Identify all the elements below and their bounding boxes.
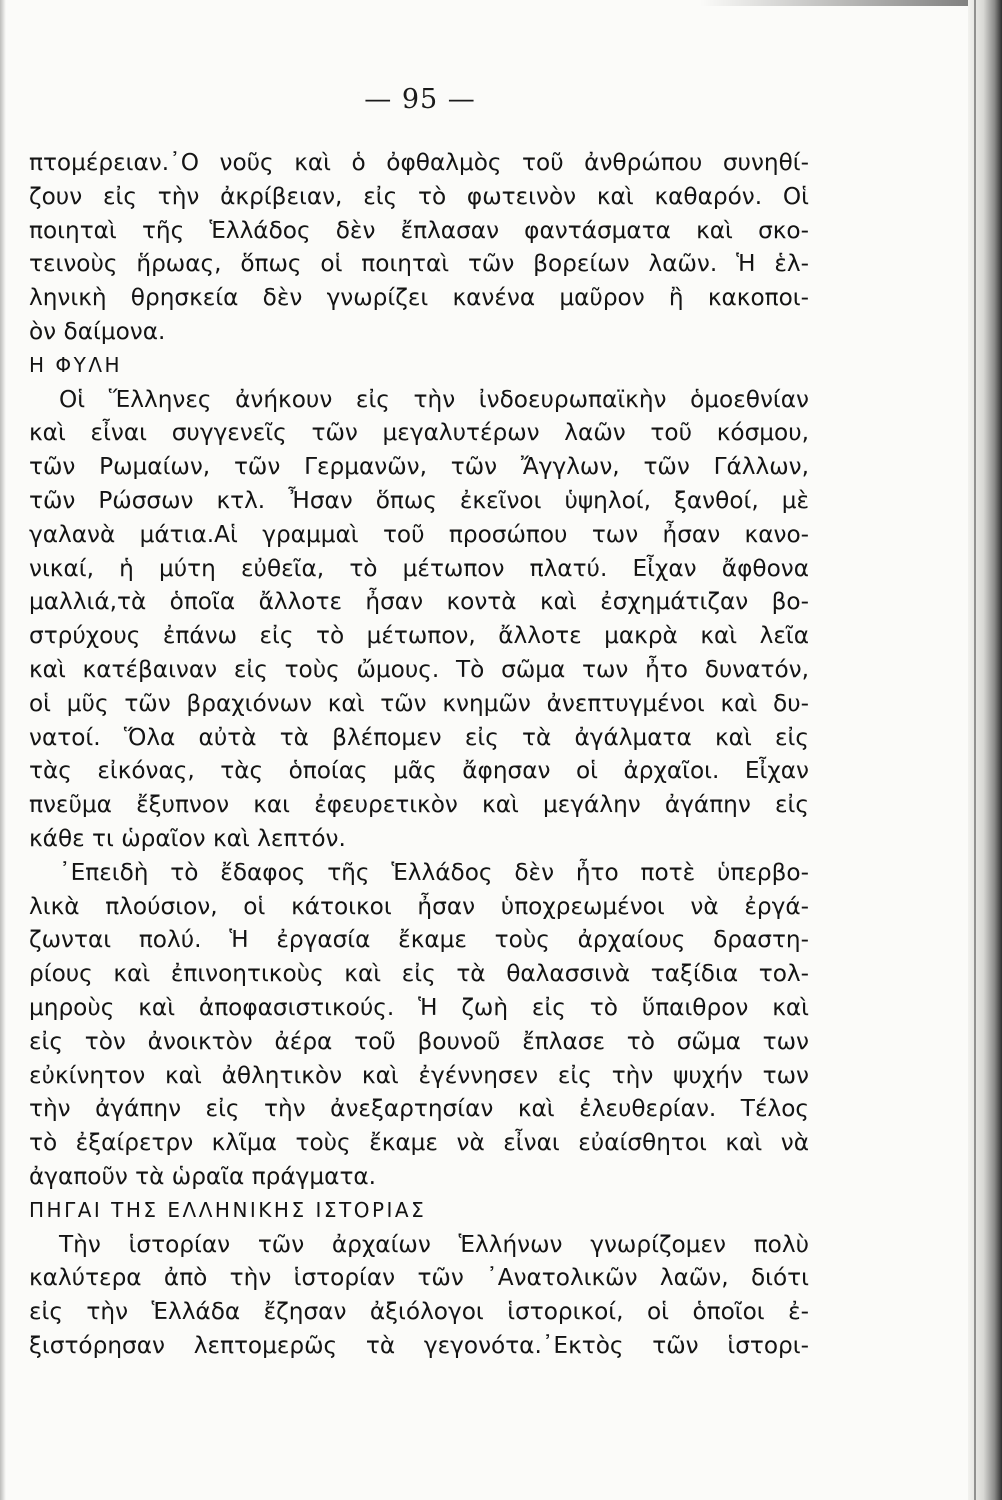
text-line: ζουν εἰς τὴν ἀκρίβειαν, εἰς τὸ φωτεινὸν καὶ καθαρόν. Οἱ: [29, 182, 809, 210]
text-line: ρίους καὶ ἐπινοητικοὺς καὶ εἰς τὰ θαλασσινὰ ταξίδια τολ-: [29, 960, 809, 988]
text-line: Οἱ Ἕλληνες ἀνήκουν εἰς τὴν ἰνδοευρωπαϊκὴν ὁμοεθνίαν: [59, 385, 809, 413]
text-line: μαλλιά,τὰ ὁποῖα ἄλλοτε ἦσαν κοντὰ καὶ ἐσχημάτιζαν βο-: [29, 588, 809, 616]
text-line: λικὰ πλούσιον, οἱ κάτοικοι ἦσαν ὑποχρεωμένοι νὰ ἐργά-: [29, 892, 809, 920]
text-line: γαλανὰ μάτια.Αἱ γραμμαὶ τοῦ προσώπου των ἦσαν κανο-: [29, 520, 809, 548]
text-line: νικαί, ἡ μύτη εὐθεῖα, τὸ μέτωπον πλατύ. Εἶχαν ἄφθονα: [29, 554, 809, 582]
text-line: ποιηταὶ τῆς Ἑλλάδος δὲν ἔπλασαν φαντάσματα καὶ σκο-: [29, 216, 809, 244]
text-line: τῶν Ρωμαίων, τῶν Γερμανῶν, τῶν Ἄγγλων, τῶν Γάλλων,: [29, 453, 809, 481]
text-line: ζωνται πολύ. Ἡ ἐργασία ἔκαμε τοὺς ἀρχαίους δραστη-: [29, 926, 809, 954]
text-line: καὶ εἶναι συγγενεῖς τῶν μεγαλυτέρων λαῶν τοῦ κόσμου,: [29, 419, 809, 447]
text-line: ᾿Επειδὴ τὸ ἔδαφος τῆς Ἑλλάδος δὲν ἦτο ποτὲ ὑπερβο-: [59, 858, 809, 886]
text-line: στρύχους ἐπάνω εἰς τὸ μέτωπον, ἄλλοτε μακρὰ καὶ λεῖα: [29, 622, 809, 650]
page-fold-line: [974, 0, 976, 1500]
text-line: πτομέρειαν.᾿Ο νοῦς καὶ ὁ ὀφθαλμὸς τοῦ ἀνθρώπου συνηθί-: [29, 149, 809, 176]
text-line: νατοί. Ὅλα αὐτὰ τὰ βλέπομεν εἰς τὰ ἀγάλματα καὶ εἰς: [29, 723, 809, 751]
text-line: εἰς τὴν Ἑλλάδα ἔζησαν ἀξιόλογοι ἱστορικοί, οἱ ὁποῖοι ἐ-: [29, 1298, 809, 1326]
section-heading: ΠΗΓΑΙ ΤΗΣ ΕΛΛΗΝΙΚΗΣ ΙΣΤΟΡΙΑΣ: [29, 1197, 427, 1222]
text-line: καὶ κατέβαιναν εἰς τοὺς ὤμους. Τὸ σῶμα των ἦτο δυνατόν,: [29, 655, 809, 683]
text-line: ληνικὴ θρησκεία δὲν γνωρίζει κανένα μαῦρον ἢ κακοποι-: [29, 284, 809, 312]
section-heading: Η ΦΥΛΗ: [29, 352, 123, 377]
text-line: εἰς τὸν ἀνοικτὸν ἀέρα τοῦ βουνοῦ ἔπλασε τὸ σῶμα των: [29, 1027, 809, 1055]
page-body-text: [29, 146, 809, 1363]
text-line: Τὴν ἱστορίαν τῶν ἀρχαίων Ἑλλήνων γνωρίζομεν πολὺ: [59, 1230, 809, 1258]
text-line: τεινοὺς ἥρωας, ὅπως οἱ ποιηταὶ τῶν βορείων λαῶν. Ἡ ἑλ-: [29, 250, 809, 278]
text-line: τῶν Ρώσσων κτλ. Ἦσαν ὅπως ἐκεῖνοι ὑψηλοί, ξανθοί, μὲ: [29, 486, 809, 514]
text-line: οἱ μῦς τῶν βραχιόνων καὶ τῶν κνημῶν ἀνεπτυγμένοι καὶ δυ-: [29, 689, 809, 717]
text-line: ὸν δαίμονα.: [29, 317, 166, 345]
text-line: τὰς εἰκόνας, τὰς ὁποίας μᾶς ἄφησαν οἱ ἀρχαῖοι. Εἶχαν: [29, 757, 809, 785]
text-line: πνεῦμα ἔξυπνον και ἐφευρετικὸν καὶ μεγάλην ἀγάπην εἰς: [29, 791, 809, 819]
text-line: τὴν ἀγάπην εἰς τὴν ἀνεξαρτησίαν καὶ ἐλευθερίαν. Τέλος: [29, 1095, 809, 1123]
text-line: εὐκίνητον καὶ ἀθλητικὸν καὶ ἐγέννησεν εἰς τὴν ψυχήν των: [29, 1061, 809, 1089]
page-number: — 95 —: [364, 84, 476, 115]
text-line: κάθε τι ὡραῖον καὶ λεπτόν.: [29, 824, 346, 852]
text-line: μηροὺς καὶ ἀποφασιστικούς. Ἡ ζωὴ εἰς τὸ ὕπαιθρον καὶ: [29, 993, 809, 1021]
text-line: καλύτερα ἀπὸ τὴν ἱστορίαν τῶν ᾿Ανατολικῶν λαῶν, διότι: [29, 1264, 809, 1292]
text-line: τὸ ἐξαίρετρν κλῖμα τοὺς ἔκαμε νὰ εἶναι εὐαίσθητοι καὶ νὰ: [29, 1129, 809, 1157]
page-gutter-shadow: [0, 0, 6, 1500]
page-top-shadow: [700, 0, 1002, 6]
text-line: ξιστόρησαν λεπτομερῶς τὰ γεγονότα.᾿Εκτὸς τῶν ἱστορι-: [29, 1331, 809, 1359]
text-line: ἀγαποῦν τὰ ὡραῖα πράγματα.: [29, 1162, 377, 1190]
